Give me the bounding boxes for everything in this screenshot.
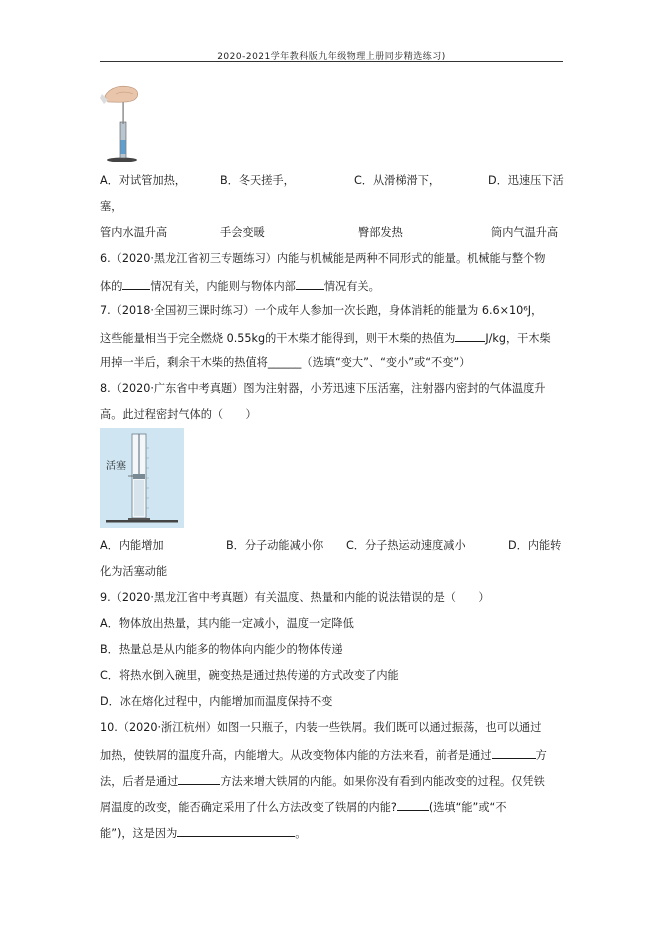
q8-line2: 高。此过程密封气体的（ ） (100, 408, 257, 421)
q7-line1: 7.（2018·全国初三课时练习）一个成年人参加一次长跑，身体消耗的能量为 6.6×10⁶J， (100, 304, 543, 317)
q5-option-c-result: 臀部发热 (358, 226, 403, 239)
q10-line3: 法，后者是通过 方法来增大铁屑的内能。如果你没有看到内能改变的过程。仅凭铁 (100, 775, 545, 788)
q5-option-d-result: 筒内气温升高 (491, 226, 559, 239)
q9-stem: 9.（2020·黑龙江省中考真题）有关温度、热量和内能的说法错误的是（ ） (100, 591, 490, 604)
q6-line1: 6.（2020·黑龙江省初三专题练习）内能与机械能是两种不同形式的能量。机械能与整个物 (100, 252, 546, 265)
q8-option-c: C．分子热运动速度减小 (346, 539, 466, 552)
piston-label: 活塞 (106, 461, 126, 472)
syringe-figure (100, 428, 184, 528)
q6-line2: 体的 情况有关，内能则与物体内部 情况有关。 (100, 280, 380, 293)
q8-line1: 8.（2020·广东省中考真题）图为注射器，小芳迅速下压活塞，注射器内密封的气体温度升 (100, 382, 546, 395)
q9-option-a: A．物体放出热量，其内能一定减小，温度一定降低 (100, 617, 354, 630)
q10-blank-3 (397, 799, 429, 811)
q6-blank-2 (296, 278, 324, 290)
q10-line2: 加热，使铁屑的温度升高，内能增大。从改变物体内能的方法来看，前者是通过 方 (100, 749, 547, 762)
q10-blank-1 (492, 747, 536, 759)
q8-option-d-cont: 化为活塞动能 (100, 565, 168, 578)
q10-blank-4 (177, 825, 295, 837)
q7-blank-1 (455, 330, 485, 342)
q9-option-c: C．将热水倒入碗里，碗变热是通过热传递的方式改变了内能 (100, 669, 399, 682)
q10-blank-2 (178, 773, 220, 785)
q10-line4: 屑温度的改变，能否确定采用了什么方法改变了铁屑的内能? (选填“能”或“不 (100, 801, 507, 814)
q10-line1: 10.（2020·浙江杭州）如图一只瓶子，内装一些铁屑。我们既可以通过振荡，也可以通过 (100, 721, 542, 734)
q9-option-b: B．热量总是从内能多的物体向内能少的物体传递 (100, 643, 343, 656)
q5-option-d-cont: 塞， (100, 200, 123, 213)
syringe-hand-figure (100, 82, 160, 162)
q6-blank-1 (122, 278, 150, 290)
q9-option-d: D．冰在熔化过程中，内能增加而温度保持不变 (100, 695, 333, 708)
q5-option-b: B．冬天搓手， (220, 174, 295, 187)
q5-option-b-result: 手会变暖 (220, 226, 265, 239)
q8-option-d: D．内能转 (508, 539, 562, 552)
q7-line3: 用掉一半后，剩余干木柴的热值将______（选填“变大”、“变小”或“不变”） (100, 356, 471, 369)
q5-option-c: C．从滑梯滑下， (354, 174, 441, 187)
page-header: 2020-2021学年教科版九年级物理上册同步精选练习) (217, 52, 446, 62)
q5-option-a: A．对试管加热， (100, 174, 186, 187)
q8-option-a: A．内能增加 (100, 539, 164, 552)
q8-option-b: B．分子动能减小你 (226, 539, 324, 552)
q10-line5: 能”)，这是因为 。 (100, 827, 307, 840)
q5-option-a-result: 管内水温升高 (100, 226, 168, 239)
q7-line2: 这些能量相当于完全燃烧 0.55kg的干木柴才能得到，则干木柴的热值为 J/kg，干木柴 (100, 332, 551, 345)
header-divider (100, 61, 563, 62)
q5-option-d: D．迅速压下活 (488, 174, 564, 187)
